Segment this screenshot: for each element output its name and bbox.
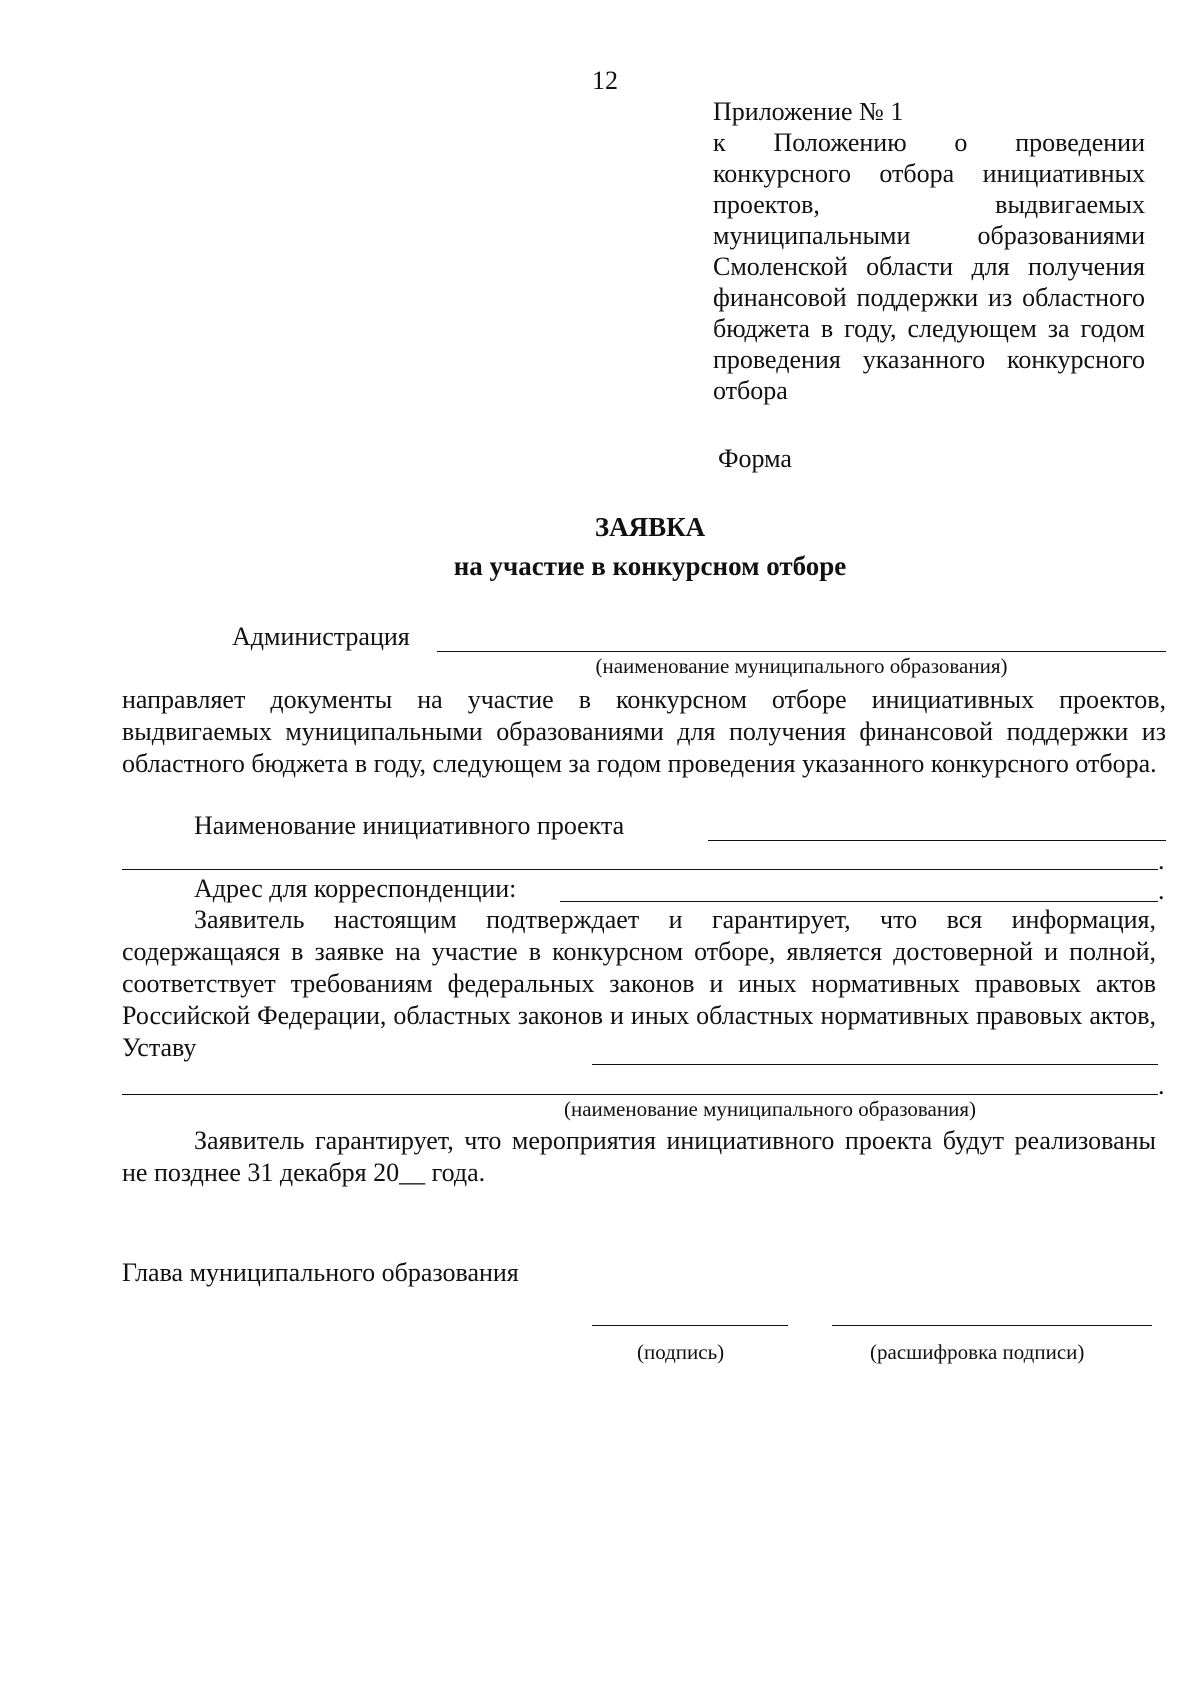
charter-municipality-field[interactable] bbox=[592, 1064, 1158, 1065]
signature-decoding-field[interactable] bbox=[832, 1325, 1152, 1326]
appendix-title: Приложение № 1 bbox=[713, 97, 904, 126]
paragraph-deadline-text: Заявитель гарантирует, что мероприятия инициативного проекта будут реализованы не позднее 31 декабря 20__ года. bbox=[122, 1126, 1156, 1187]
document-title: ЗАЯВКА bbox=[594, 512, 706, 542]
form-label: Форма bbox=[718, 444, 792, 473]
head-of-municipality-label: Глава муниципального образования bbox=[122, 1258, 519, 1287]
administration-label: Администрация bbox=[232, 622, 410, 651]
project-name-label: Наименование инициативного проекта bbox=[194, 811, 625, 840]
project-name-field-continued[interactable] bbox=[122, 869, 1158, 870]
address-label: Адрес для корреспонденции: bbox=[194, 874, 517, 903]
paragraph-deadline bbox=[122, 1125, 1156, 1189]
municipality-caption-2: (наименование муниципального образования) bbox=[563, 1097, 977, 1121]
signature-decoding-caption: (расшифровка подписи) bbox=[870, 1340, 1085, 1364]
line-end-period: . bbox=[1158, 876, 1165, 905]
project-name-field[interactable] bbox=[708, 840, 1166, 841]
signature-field[interactable] bbox=[592, 1325, 788, 1326]
municipality-name-field[interactable] bbox=[437, 651, 1166, 652]
paragraph-guarantee bbox=[122, 904, 1156, 1064]
paragraph-guarantee-text: Заявитель настоящим подтверждает и гарантирует, что вся информация, содержащаяся в заявке на участие в конкурсном отборе, является достоверной и полной, соответствует требованиям федеральных законов и иных нормативных правовых актов Российской Федерации, областных законов и иных областных нормативных правовых актов, Уставу bbox=[122, 905, 1156, 1062]
appendix-body: к Положению о проведении конкурсного отбора инициативных проектов, выдвигаемых муниципальными образованиями Смоленской области для получения финансовой поддержки из областного бюджета в году, следующем за годом проведения указанного конкурсного отбора bbox=[713, 128, 1145, 405]
line-end-period: . bbox=[1158, 846, 1165, 875]
address-field[interactable] bbox=[560, 901, 1158, 902]
appendix-block bbox=[713, 96, 1145, 406]
signature-caption: (подпись) bbox=[637, 1340, 725, 1364]
line-end-period: . bbox=[1158, 1071, 1165, 1100]
document-subtitle: на участие в конкурсном отборе bbox=[453, 551, 847, 581]
municipality-caption: (наименование муниципального образования) bbox=[595, 654, 1008, 678]
paragraph-submission: направляет документы на участие в конкурсном отборе инициативных проектов, выдвигаемых муниципальными образованиями для получения финансовой поддержки из областного бюджета в году, следующем за годом проведения указанного конкурсного отбора. bbox=[122, 685, 1166, 778]
page-number: 12 bbox=[592, 66, 618, 95]
charter-municipality-field-continued[interactable] bbox=[122, 1094, 1158, 1095]
